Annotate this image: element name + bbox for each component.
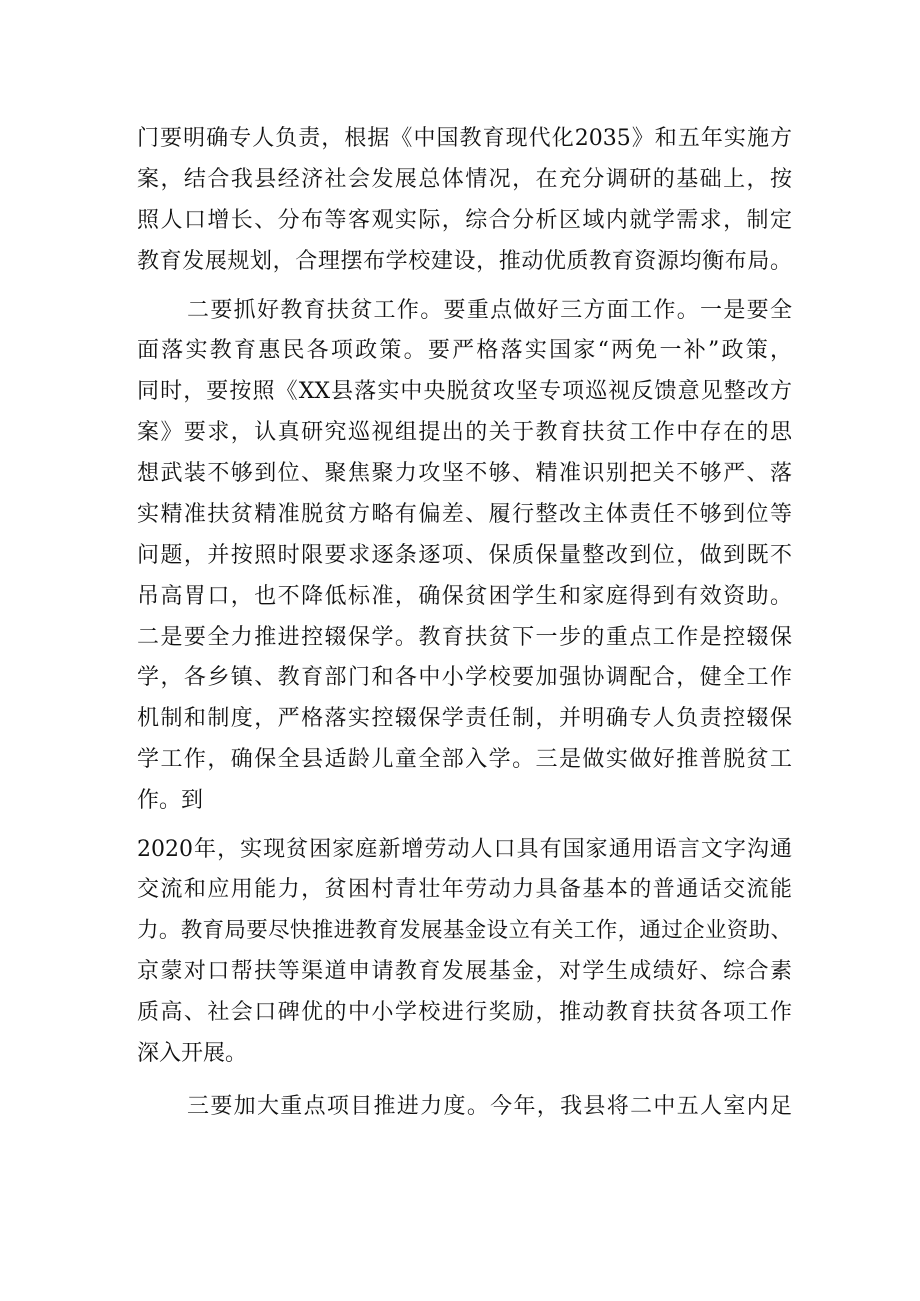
text-line: 吊高胃口，也不降低标准，确保贫困学生和家庭得到有效资助。 xyxy=(137,584,792,609)
text-line: 面落实教育惠民各项政策。要严格落实国家“两免一补”政策， xyxy=(137,338,792,363)
text-line: 机制和制度，严格落实控辍保学责任制，并明确专人负责控辍保 xyxy=(137,706,792,731)
text-line: 案》要求，认真研究巡视组提出的关于教育扶贫工作中存在的思 xyxy=(137,420,792,445)
text-line: 案，结合我县经济社会发展总体情况，在充分调研的基础上，按 xyxy=(137,167,792,192)
text-line: 学，各乡镇、教育部门和各中小学校要加强协调配合，健全工作 xyxy=(137,665,792,690)
text-line: 三要加大重点项目推进力度。今年，我县将二中五人室内足 xyxy=(187,1094,792,1119)
text-line: 力。教育局要尽快推进教育发展基金设立有关工作，通过企业资助、 xyxy=(137,918,792,943)
text-line: 实精准扶贫精准脱贫方略有偏差、履行整改主体责任不够到位等 xyxy=(137,502,792,527)
text-line: 作。到 xyxy=(137,788,204,813)
text-line: 交流和应用能力，贫困村青壮年劳动力具备基本的普通话交流能 xyxy=(137,877,792,902)
text-line: 二要抓好教育扶贫工作。要重点做好三方面工作。一是要全 xyxy=(187,298,792,323)
text-line: 想武装不够到位、聚焦聚力攻坚不够、精准识别把关不够严、落 xyxy=(137,461,792,486)
text-line: 2020年，实现贫困家庭新增劳动人口具有国家通用语言文字沟通 xyxy=(137,837,792,862)
text-line: 二是要全力推进控辍保学。教育扶贫下一步的重点工作是控辍保 xyxy=(137,625,792,650)
text-line: 深入开展。 xyxy=(137,1041,248,1066)
text-line: 京蒙对口帮扶等渠道申请教育发展基金，对学生成绩好、综合素 xyxy=(137,959,792,984)
text-line: 质高、社会口碑优的中小学校进行奖励，推动教育扶贫各项工作 xyxy=(137,1000,792,1025)
text-line: 门要明确专人负责，根据《中国教育现代化2035》和五年实施方 xyxy=(137,126,792,151)
text-line: 问题，并按照时限要求逐条逐项、保质保量整改到位，做到既不 xyxy=(137,543,792,568)
text-line: 教育发展规划，合理摆布学校建设，推动优质教育资源均衡布局。 xyxy=(137,249,792,274)
text-line: 学工作，确保全县适龄儿童全部入学。三是做实做好推普脱贫工 xyxy=(137,747,792,772)
text-line: 照人口增长、分布等客观实际，综合分析区域内就学需求，制定 xyxy=(137,208,792,233)
text-line: 同时，要按照《XX县落实中央脱贫攻坚专项巡视反馈意见整改方 xyxy=(137,379,792,404)
